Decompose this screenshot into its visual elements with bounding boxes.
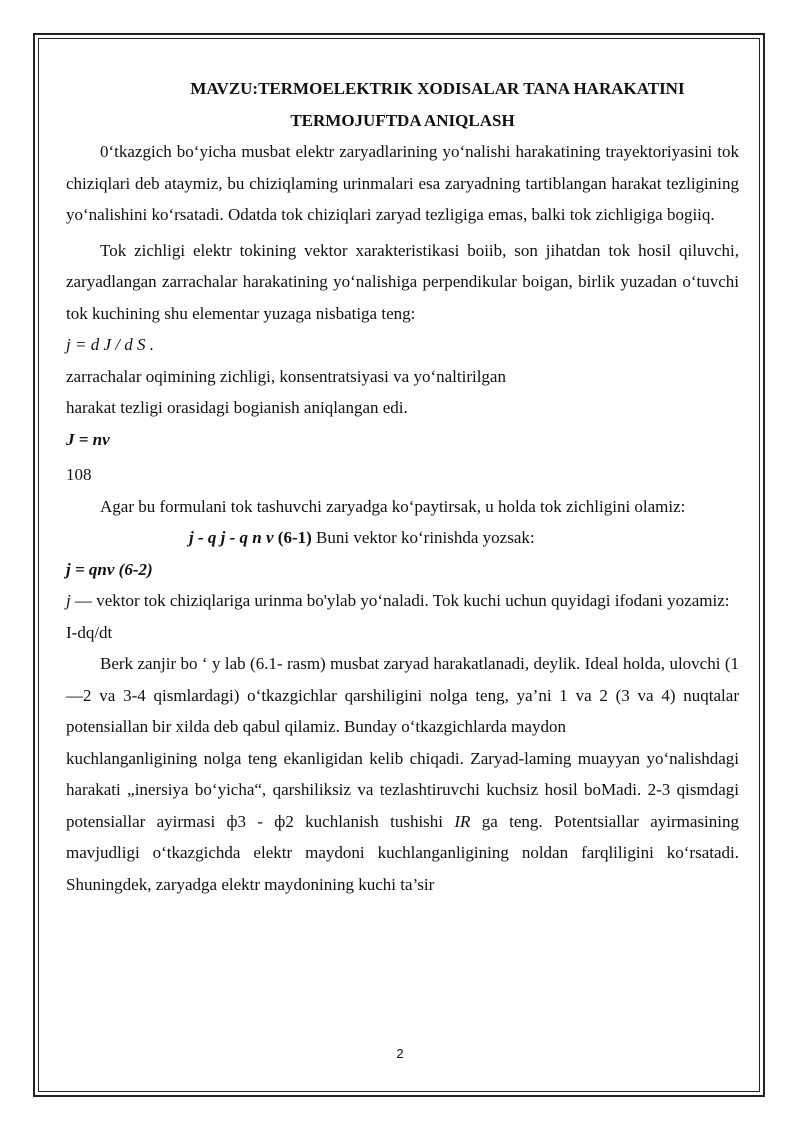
page-number: 2 [396,1046,404,1061]
paragraph-agar-bu: Agar bu formulani tok tashuvchi zaryadga ko‘paytirsak, u holda tok zichligini olamiz: [100,496,686,516]
paragraph-tok-zichligi: Tok zichligi elektr tokining vektor xarakteristikasi boiib, son jihatdan tok hosil qiluvchi, zaryadlangan zarrachalar harakatining yo‘nalishiga perpendikular boigan, birlik yuzadan o‘tuvchi tok kuchining shu elementar yuzaga nisbatiga teng: [66,240,739,323]
title-line-1: MAVZU:TERMOELEKTRIK XODISALAR TANA HARAKATINI [190,79,685,98]
line-zarrachalar: zarrachalar oqimining zichligi, konsentratsiyasi va yo‘naltirilgan [66,366,506,386]
vector-tok-text: — vektor tok chiziqlariga urinma bo'ylab yo‘naladi. Tok kuchi uchun quyidagi ifodani yozamiz: [70,591,730,610]
paragraph-kuchlanganligining [66,743,739,901]
formula-J-nv: J = nv [66,429,110,449]
title-line-2: TERMOJUFTDA ANIQLASH [290,110,515,130]
formula-j-dJ-dS: j = d J / d S . [66,335,154,354]
line-harakat-tezligi: harakat tezligi orasidagi bogianish aniqlangan edi. [66,398,408,417]
paragraph-tok-chiziqlari: 0‘tkazgich bo‘yicha musbat elektr zaryadlarining yo‘nalishi harakatining trayektoriyasini tok chiziqlari deb ataymiz, bu chiziqlaming urinmalari esa zaryadning tartiblangan harakat tezligining yo‘nalishini ko‘rsatadi. Odatda tok chiziqlari zaryad tezligiga emas, balki tok zichligiga bogiiq. [66,142,739,224]
formula-6-1-expr: j - q j - q n v [189,528,274,547]
formula-6-2: j = qnv (6-2) [66,559,153,579]
line-vector-tok [66,585,739,617]
paragraph-berk-zanjir: Berk zanjir bo ‘ y lab (6.1- rasm) musbat zaryad harakatlanadi, deylik. Ideal holda, ulovchi (1—2 va 3-4 qismlardagi) o‘tkazgichlar qarshiligini nolga teng, ya’ni 1 va 2 (3 va 4) nuqtalar potensiallan bir xilda deb qabul qilamiz. Bunday o‘tkazgichlarda maydon [66,654,739,736]
vector-j-symbol: j [66,591,71,610]
paragraph-kuchlanganligining-post: ga teng. Potentsiallar ayirmasining mavjudligi o‘tkazgichda elektr maydoni kuchlanganligining noldan farqliligini ko‘rsatadi. Shuningdek, zaryadga elektr maydonining kuchi ta’sir [66,811,740,894]
page-reference-108: 108 [66,465,92,484]
formula-6-1-label: (6-1) [277,528,312,547]
formula-6-1-text: Buni vektor ko‘rinishda yozsak: [311,528,535,547]
document-body [66,73,739,900]
formula-I-dq-dt: I-dq/dt [66,622,113,642]
formula-6-1-line [66,522,739,554]
ir-symbol: IR [454,811,471,831]
paragraph-kuchlanganligining-pre: kuchlanganligining nolga teng ekanligidan kelib chiqadi. Zaryad-laming muayyan yo‘nalishdagi harakati „inersiya bo‘yicha“, qarshiliksiz va tezlashtiruvchi kuchsiz hosil boMadi. 2-3 qismdagi potensiallar ayirmasi ф3 - ф2 kuchlanish tushishi [66,748,739,831]
